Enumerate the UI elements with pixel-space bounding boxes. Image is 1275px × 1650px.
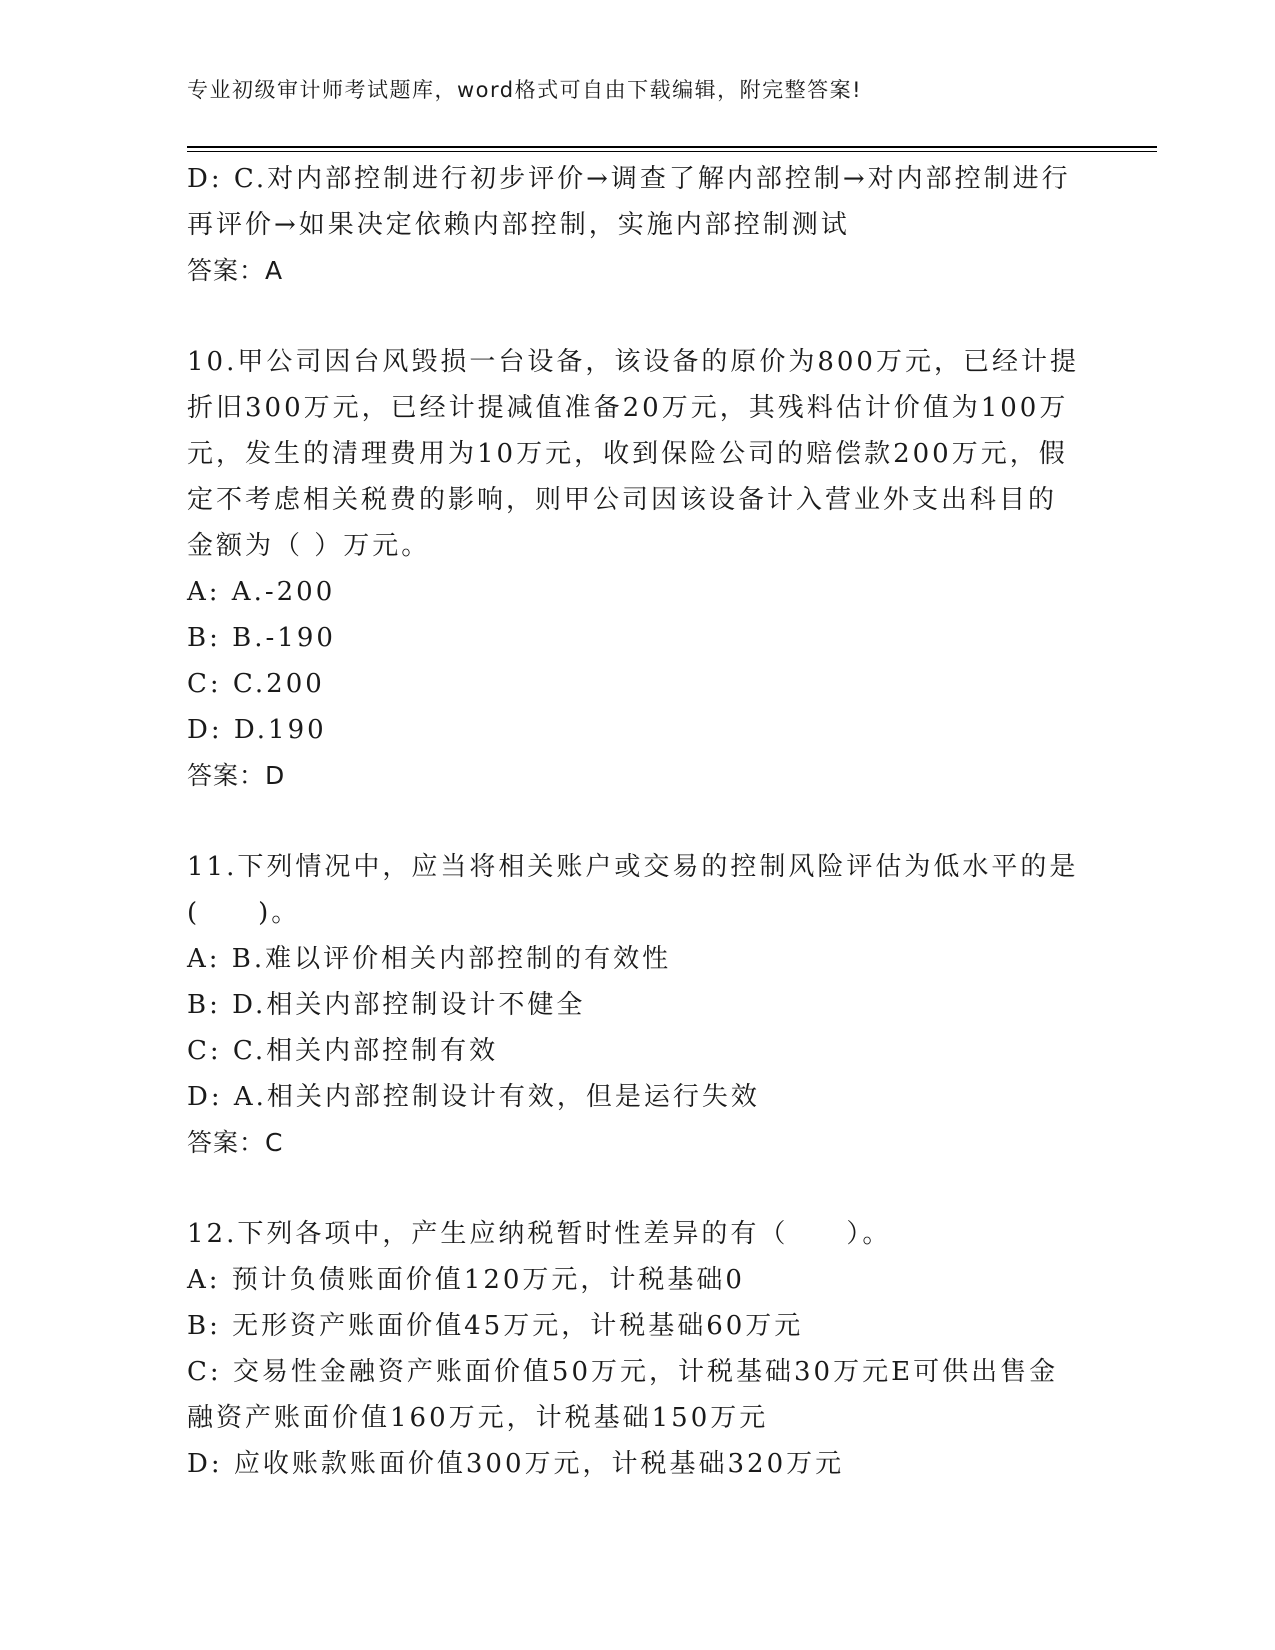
question-12 (187, 1211, 1087, 1487)
option-b: B: D.相关内部控制设计不健全 (187, 990, 586, 1020)
page-header: 专业初级审计师考试题库，word格式可自由下载编辑，附完整答案! (187, 78, 863, 102)
option-d: D: D.190 (187, 715, 327, 745)
answer-label: 答案：A (187, 256, 284, 285)
option-a: A: A.-200 (187, 577, 336, 607)
question-11 (187, 844, 1087, 1166)
option-c: C: 交易性金融资产账面价值50万元，计税基础30万元E可供出售金 (187, 1357, 1059, 1387)
option-a: A: B.难以评价相关内部控制的有效性 (187, 944, 672, 974)
question-text-line: 10.甲公司因台风毁损一台设备，该设备的原价为800万元，已经计提 (187, 347, 1079, 377)
question-text-line: ( )。 (187, 898, 301, 928)
spacer (187, 799, 1087, 844)
option-d-line: 再评价→如果决定依赖内部控制，实施内部控制测试 (187, 210, 850, 240)
question-text-line: 折旧300万元，已经计提减值准备20万元，其残料估计价值为100万 (187, 393, 1069, 423)
answer-label: 答案：C (187, 1128, 284, 1157)
document-body (187, 156, 1087, 1487)
question-9-continued (187, 156, 1087, 294)
option-d: D: A.相关内部控制设计有效，但是运行失效 (187, 1082, 760, 1112)
spacer (187, 1166, 1087, 1211)
question-text-line: 12.下列各项中，产生应纳税暂时性差异的有（ ）。 (187, 1219, 892, 1249)
question-10 (187, 339, 1087, 799)
answer-label: 答案：D (187, 761, 286, 790)
option-c-continued: 融资产账面价值160万元，计税基础150万元 (187, 1403, 769, 1433)
option-c: C: C.200 (187, 669, 325, 699)
question-text-line: 11.下列情况中，应当将相关账户或交易的控制风险评估为低水平的是 (187, 852, 1079, 882)
question-text-line: 定不考虑相关税费的影响，则甲公司因该设备计入营业外支出科目的 (187, 485, 1058, 515)
question-text-line: 金额为（ ）万元。 (187, 531, 431, 561)
option-d-line: D: C.对内部控制进行初步评价→调查了解内部控制→对内部控制进行 (187, 164, 1071, 194)
header-divider-thin (187, 151, 1157, 152)
option-d: D: 应收账款账面价值300万元，计税基础320万元 (187, 1449, 845, 1479)
spacer (187, 294, 1087, 339)
option-a: A: 预计负债账面价值120万元，计税基础0 (187, 1265, 745, 1295)
header-divider-thick (187, 146, 1157, 148)
option-c: C: C.相关内部控制有效 (187, 1036, 499, 1066)
option-b: B: B.-190 (187, 623, 336, 653)
option-b: B: 无形资产账面价值45万元，计税基础60万元 (187, 1311, 804, 1341)
question-text-line: 元，发生的清理费用为10万元，收到保险公司的赔偿款200万元，假 (187, 439, 1068, 469)
